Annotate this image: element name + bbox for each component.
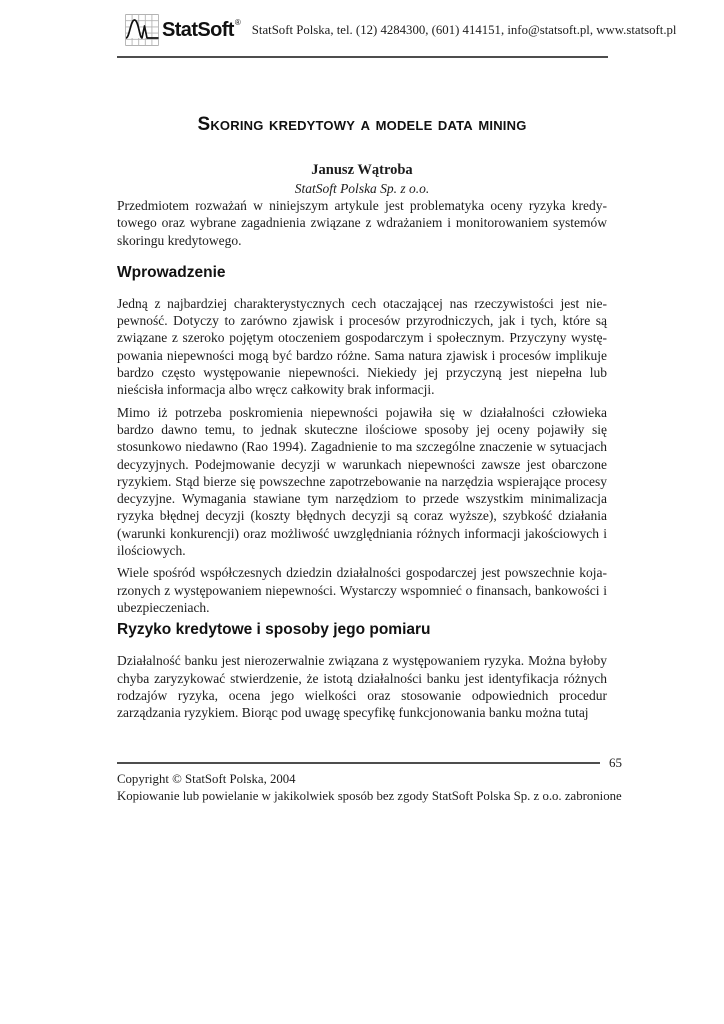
author-affiliation: StatSoft Polska Sp. z o.o.	[294, 181, 430, 196]
abstract-paragraph: Przedmiotem rozważań w niniejszym artykule jest problematyka oceny ryzyka kredytowego oraz wybrane zagadnienia związane z wdrażaniem i monitorowaniem systemów skoringu kredytowego.	[117, 198, 607, 248]
header-contact-info: StatSoft Polska, tel. (12) 4284300, (601) 414151, info@statsoft.pl, www.statsoft.pl	[251, 22, 677, 37]
paragraph: Wiele spośród współczesnych dziedzin działalności gospodarczej jest powszechnie kojarzonych z występowaniem niepewności. Wystarczy wspomnieć o finansach, bankowości i ubezpieczeniach.	[117, 565, 607, 615]
footer-divider	[117, 762, 600, 764]
paragraph: Jedną z najbardziej charakterystycznych cech otaczającej nas rzeczywistości jest niepewność. Dotyczy to zarówno zjawisk i procesów przyrodniczych, jak i tych, które są związane z szeroko pojętym otoczeniem gospodarczym i społecznym. Przyczyny występowania niepewności mogą być bardzo różne. Sama natura zjawisk i procesów implikuje bardzo często występowanie niepewności. Niekiedy jej przyczyną jest niepełna lub nieścisła informacja albo wręcz całkowity brak informacji.	[117, 295, 607, 398]
statsoft-logo-wordmark: StatSoft	[162, 18, 234, 41]
page-header	[125, 14, 677, 46]
page-footer	[117, 755, 622, 805]
copy-prohibition-notice: Kopiowanie lub powielanie w jakikolwiek sposób bez zgody StatSoft Polska Sp. z o.o. zabronione	[117, 789, 622, 803]
statsoft-logo	[125, 14, 241, 46]
statsoft-curve-icon	[125, 14, 159, 46]
registered-trademark-icon: ®	[234, 17, 241, 27]
copyright-notice: Copyright © StatSoft Polska, 2004	[117, 772, 296, 786]
author-name: Janusz Wątroba	[311, 162, 413, 178]
paragraph: Mimo iż potrzeba poskromienia niepewności pojawiła się w działalności człowieka bardzo dawno temu, to jednak skuteczne ilościowe sposoby jej oceny pojawiły się stosunkowo niedawno (Rao 1994). Zagadnienie to ma szczególne znaczenie w sytuacjach decyzyjnych. Podejmowanie decyzji w warunkach niepewności zawsze jest obarczone ryzykiem. Stąd bierze się powszechne zapotrzebowanie na narzędzia wspierające procesy decyzyjne. Wymagania stawiane tym narzędziom to przede wszystkim minimalizacja ryzyka błędnej decyzji (koszty błędnych decyzji są coraz wyższe), szybkość działania (warunki konkurencji) oraz możliwość uwzględniania różnych informacji jakościowych i ilościowych.	[117, 404, 607, 559]
paragraph: Działalność banku jest nierozerwalnie związana z występowaniem ryzyka. Można byłoby chyba zaryzykować stwierdzenie, że istotą działalności banku jest identyfikacja różnych rodzajów ryzyka, ocena jego wielkości oraz stosowanie odpowiednich procedur zarządzania ryzykiem. Biorąc pod uwagę specyfikę funkcjonowania banku można tutaj	[117, 653, 607, 721]
page-number: 65	[609, 755, 622, 770]
article-title: Skoring kredytowy a modele data mining	[197, 114, 527, 135]
footer-divider-row	[117, 755, 622, 771]
section-heading-wprowadzenie: Wprowadzenie	[117, 263, 226, 281]
section-heading-ryzyko-kredytowe: Ryzyko kredytowe i sposoby jego pomiaru	[117, 621, 431, 639]
article-content	[117, 57, 607, 726]
